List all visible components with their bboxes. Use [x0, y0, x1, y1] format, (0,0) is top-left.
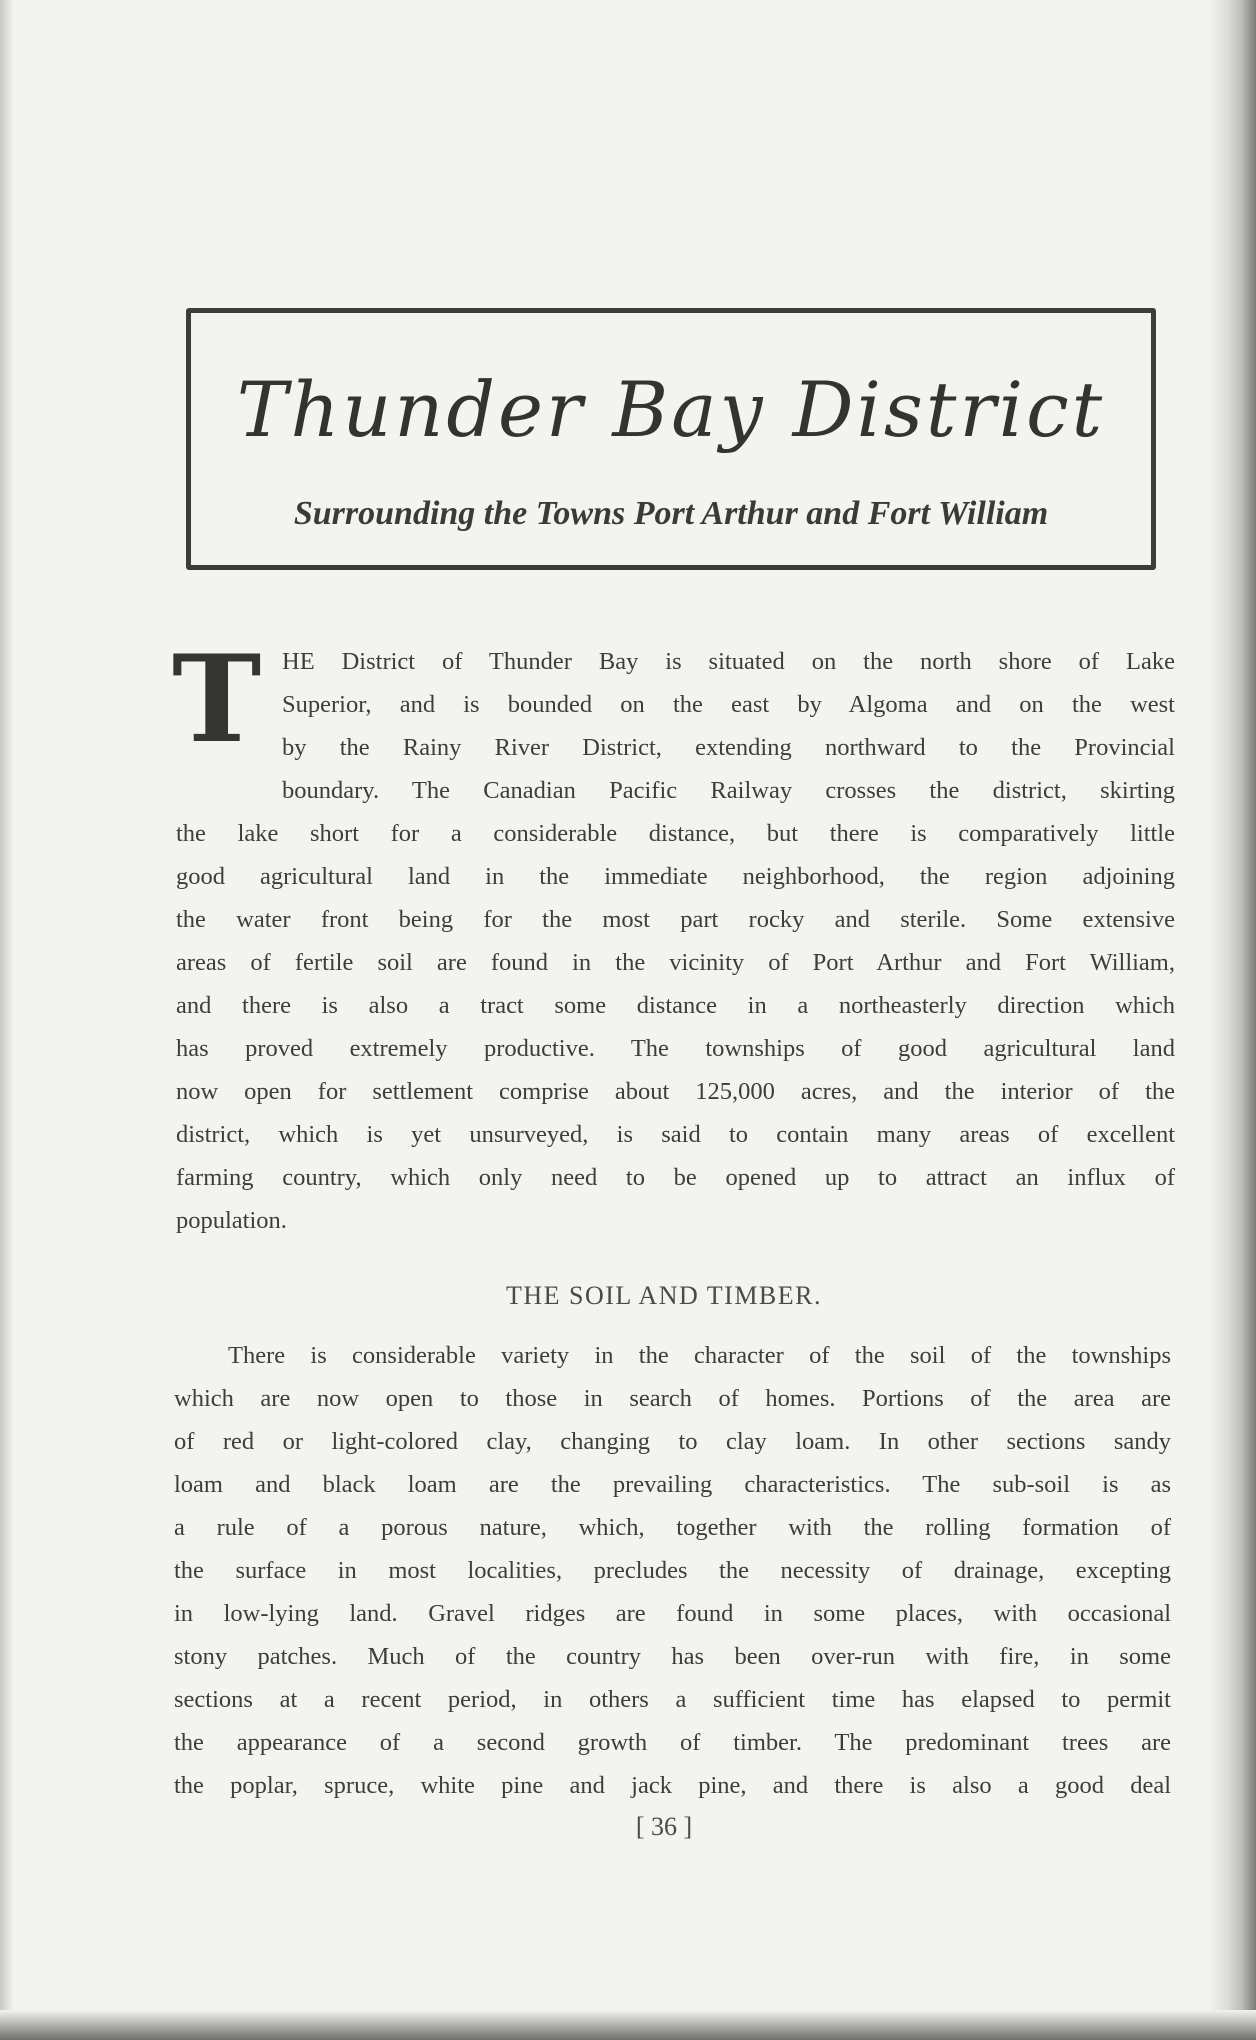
text-line: Superior, and is bounded on the east by Algoma and on the west [282, 691, 1175, 718]
text-line: the lake short for a considerable distance, but there is comparatively little [176, 820, 1175, 847]
drop-cap: T [172, 629, 262, 770]
text-line: of red or light-colored clay, changing to clay loam. In other sections sandy [174, 1428, 1171, 1455]
page-edge [1208, 0, 1256, 2040]
section-heading: THE SOIL AND TIMBER. [506, 1281, 822, 1310]
text-line: district, which is yet unsurveyed, is said to contain many areas of excellent [176, 1121, 1175, 1148]
text-line: which are now open to those in search of homes. Portions of the area are [174, 1385, 1171, 1412]
page-subtitle: Surrounding the Towns Port Arthur and Fort William [293, 495, 1049, 532]
text-line: sections at a recent period, in others a sufficient time has elapsed to permit [174, 1686, 1171, 1713]
text-line: the surface in most localities, precludes the necessity of drainage, excepting [174, 1557, 1171, 1584]
page-bottom-edge [0, 2010, 1256, 2040]
text-line: areas of fertile soil are found in the vicinity of Port Arthur and Fort William, [176, 949, 1175, 976]
text-line: farming country, which only need to be opened up to attract an influx of [176, 1164, 1175, 1191]
page-number: [ 36 ] [635, 1812, 693, 1841]
page-gutter-shadow [0, 0, 14, 2040]
text-line: stony patches. Much of the country has been over-run with fire, in some [174, 1643, 1171, 1670]
text-line: boundary. The Canadian Pacific Railway crosses the district, skirting [282, 777, 1175, 804]
text-line: now open for settlement comprise about 125,000 acres, and the interior of the [176, 1078, 1175, 1105]
text-line: There is considerable variety in the character of the soil of the townships [228, 1342, 1171, 1369]
text-line: loam and black loam are the prevailing characteristics. The sub-soil is as [174, 1471, 1171, 1498]
title-box [186, 308, 1156, 570]
page-title: Thunder Bay District [236, 365, 1106, 454]
text-line: a rule of a porous nature, which, together with the rolling formation of [174, 1514, 1171, 1541]
text-line: the poplar, spruce, white pine and jack pine, and there is also a good deal [174, 1772, 1171, 1799]
text-line: by the Rainy River District, extending northward to the Provincial [282, 734, 1175, 761]
text-line: HE District of Thunder Bay is situated on the north shore of Lake [282, 648, 1175, 675]
text-line: the water front being for the most part rocky and sterile. Some extensive [176, 906, 1175, 933]
text-line: and there is also a tract some distance in a northeasterly direction which [176, 992, 1175, 1019]
text-line: good agricultural land in the immediate neighborhood, the region adjoining [176, 863, 1175, 890]
text-line: in low-lying land. Gravel ridges are found in some places, with occasional [174, 1600, 1171, 1627]
text-line: population. [176, 1207, 287, 1234]
text-line: has proved extremely productive. The townships of good agricultural land [176, 1035, 1175, 1062]
text-line: the appearance of a second growth of timber. The predominant trees are [174, 1729, 1171, 1756]
